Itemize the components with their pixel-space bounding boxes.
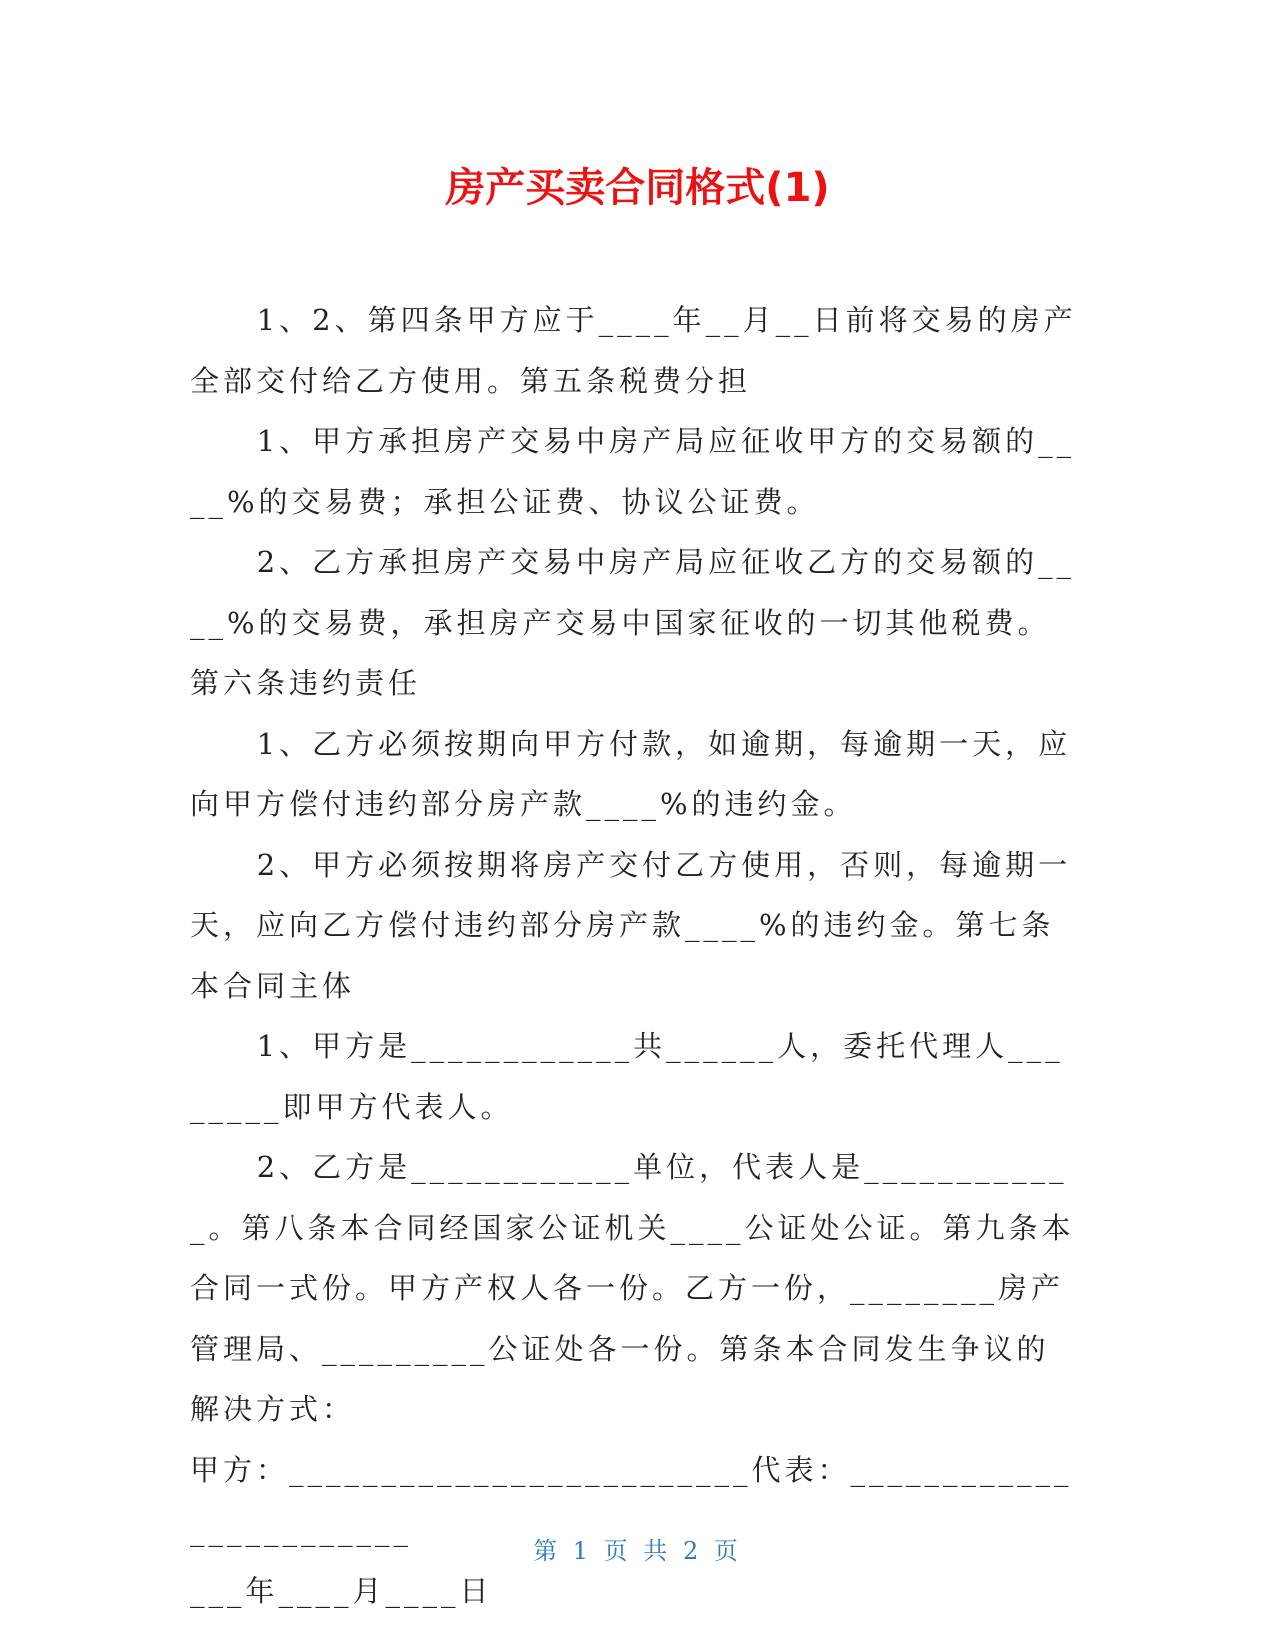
- signature-line: 甲方：_________________________代表：________________________: [190, 1452, 1073, 1547]
- paragraph-breach-party-a: 2、甲方必须按期将房产交付乙方使用，否则，每逾期一天，应向乙方偿付违约部分房产款____%的违约金。第七条本合同主体: [190, 847, 1072, 1003]
- paragraph-breach-party-b: 1、乙方必须按期向甲方付款，如逾期，每逾期一天，应向甲方偿付违约部分房产款____%的违约金。: [190, 726, 1072, 821]
- paragraph-tax-party-b: 2、乙方承担房产交易中房产局应征收乙方的交易额的____%的交易费，承担房产交易中国家征收的一切其他税费。第六条违约责任: [190, 545, 1076, 700]
- document-title: 房产买卖合同格式(1): [445, 165, 830, 211]
- page-indicator: 第 1 页 共 2 页: [533, 1537, 742, 1565]
- date-line: ___年____月____日: [190, 1573, 493, 1608]
- paragraph-article-4: 1、2、第四条甲方应于____年__月__日前将交易的房产全部交付给乙方使用。第五条税费分担: [190, 303, 1077, 398]
- paragraph-subject-party-a: 1、甲方是____________共______人，委托代理人________即甲方代表人。: [190, 1029, 1064, 1124]
- document-body: [190, 290, 1080, 1621]
- paragraph-tax-party-a: 1、甲方承担房产交易中房产局应征收甲方的交易额的____%的交易费；承担公证费、协议公证费。: [190, 424, 1076, 519]
- paragraph-subject-party-b: 2、乙方是____________单位，代表人是____________。第八条本合同经国家公证机关____公证处公证。第九条本合同一式份。甲方产权人各一份。乙方一份，________房产管理局、_________公证处各一份。第条本合同发生争议的解决方式：: [190, 1150, 1075, 1426]
